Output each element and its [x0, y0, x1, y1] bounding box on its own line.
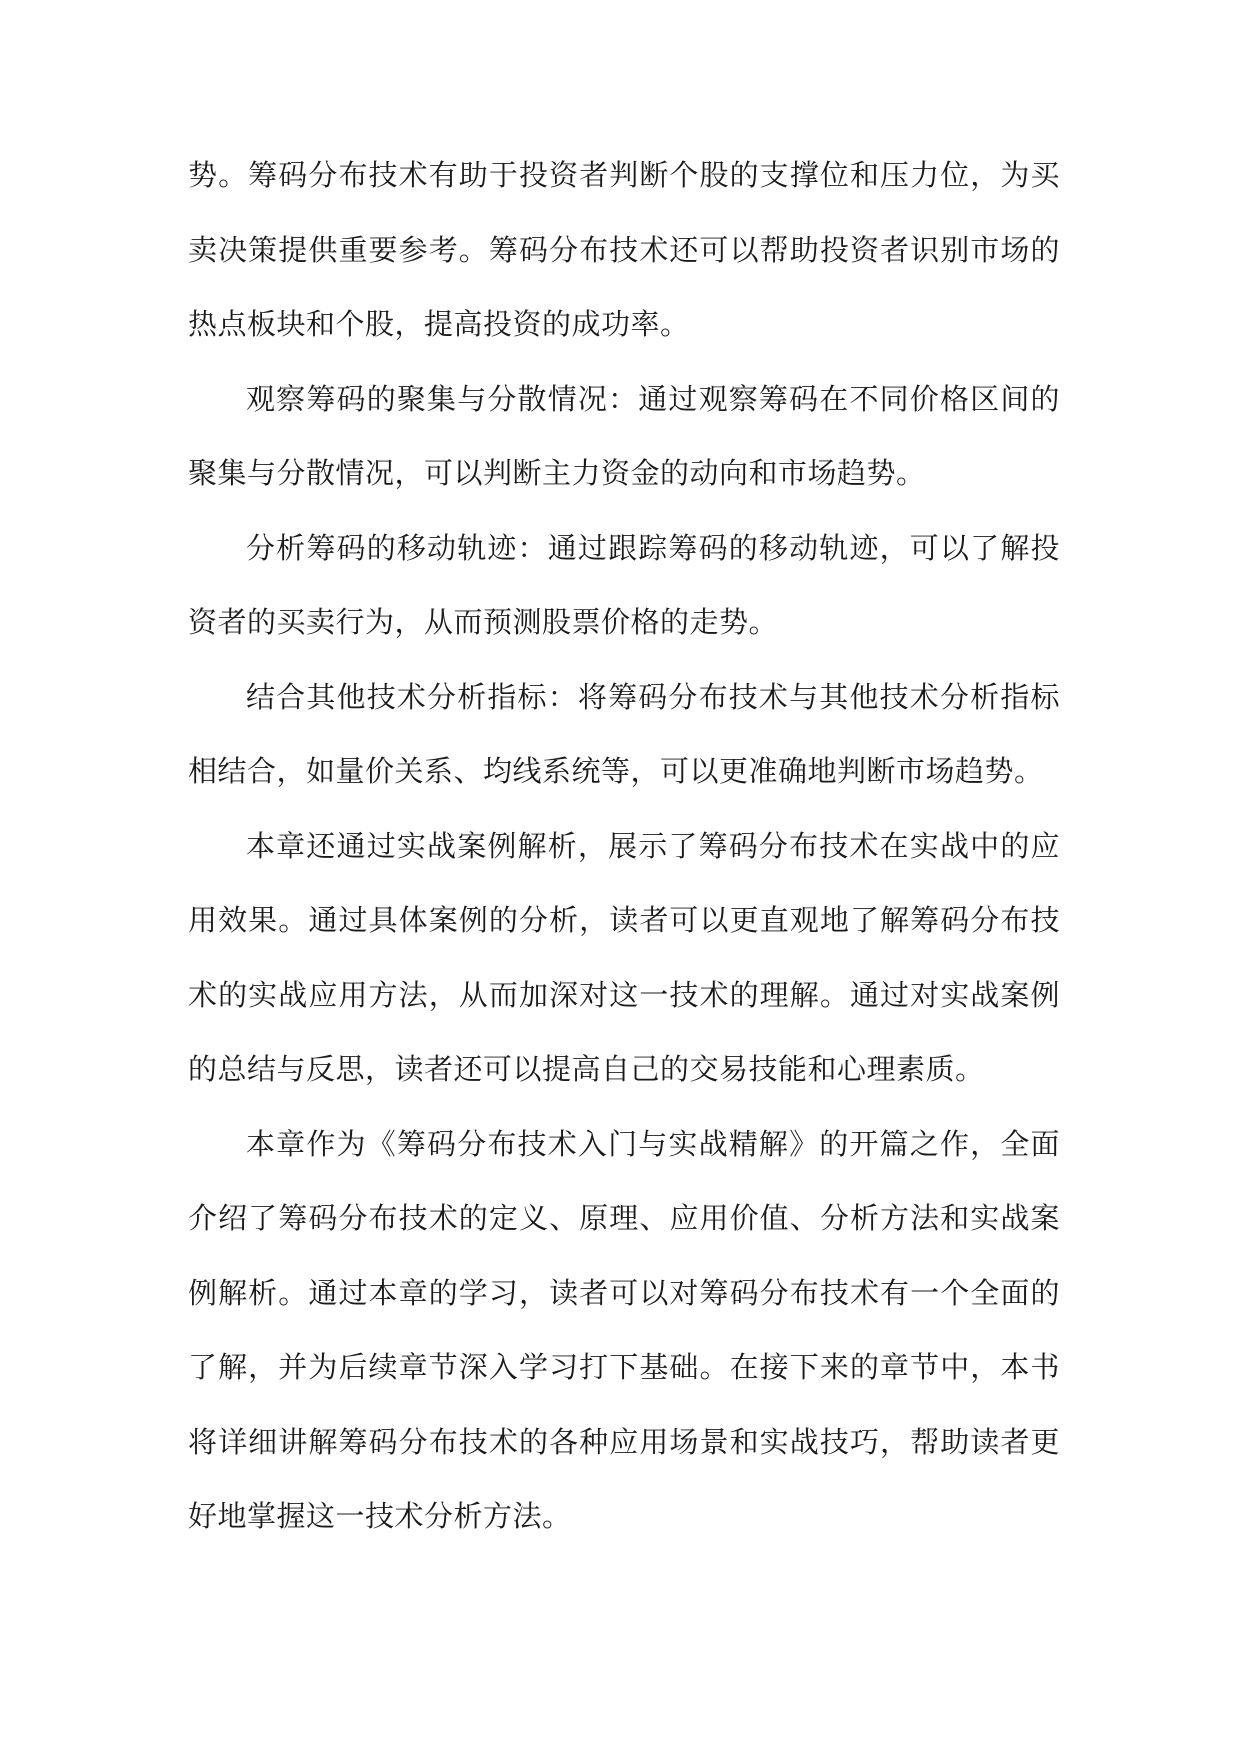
paragraph-chapter-summary: 本章作为《筹码分布技术入门与实战精解》的开篇之作，全面介绍了筹码分布技术的定义、原理、应用价值、分析方法和实战案例解析。通过本章的学习，读者可以对筹码分布技术有一个全面的了解，并为后续章节深入学习打下基础。在接下来的章节中，本书将详细讲解筹码分布技术的各种应用场景和实战技巧，帮助读者更好地掌握这一技术分析方法。	[188, 1126, 1060, 1533]
paragraph-chip-clustering: 观察筹码的聚集与分散情况：通过观察筹码在不同价格区间的聚集与分散情况，可以判断主力资金的动向和市场趋势。	[188, 381, 1060, 490]
paragraph-continued: 势。筹码分布技术有助于投资者判断个股的支撑位和压力位，为买卖决策提供重要参考。筹码分布技术还可以帮助投资者识别市场的热点板块和个股，提高投资的成功率。	[188, 158, 1060, 341]
paragraph-case-studies: 本章还通过实战案例解析，展示了筹码分布技术在实战中的应用效果。通过具体案例的分析，读者可以更直观地了解筹码分布技术的实战应用方法，从而加深对这一技术的理解。通过对实战案例的总结与反思，读者还可以提高自己的交易技能和心理素质。	[188, 828, 1060, 1086]
paragraph-chip-movement: 分析筹码的移动轨迹：通过跟踪筹码的移动轨迹，可以了解投资者的买卖行为，从而预测股票价格的走势。	[188, 530, 1060, 639]
paragraph-other-indicators: 结合其他技术分析指标：将筹码分布技术与其他技术分析指标相结合，如量价关系、均线系统等，可以更准确地判断市场趋势。	[188, 679, 1060, 788]
document-body	[188, 138, 1060, 1554]
